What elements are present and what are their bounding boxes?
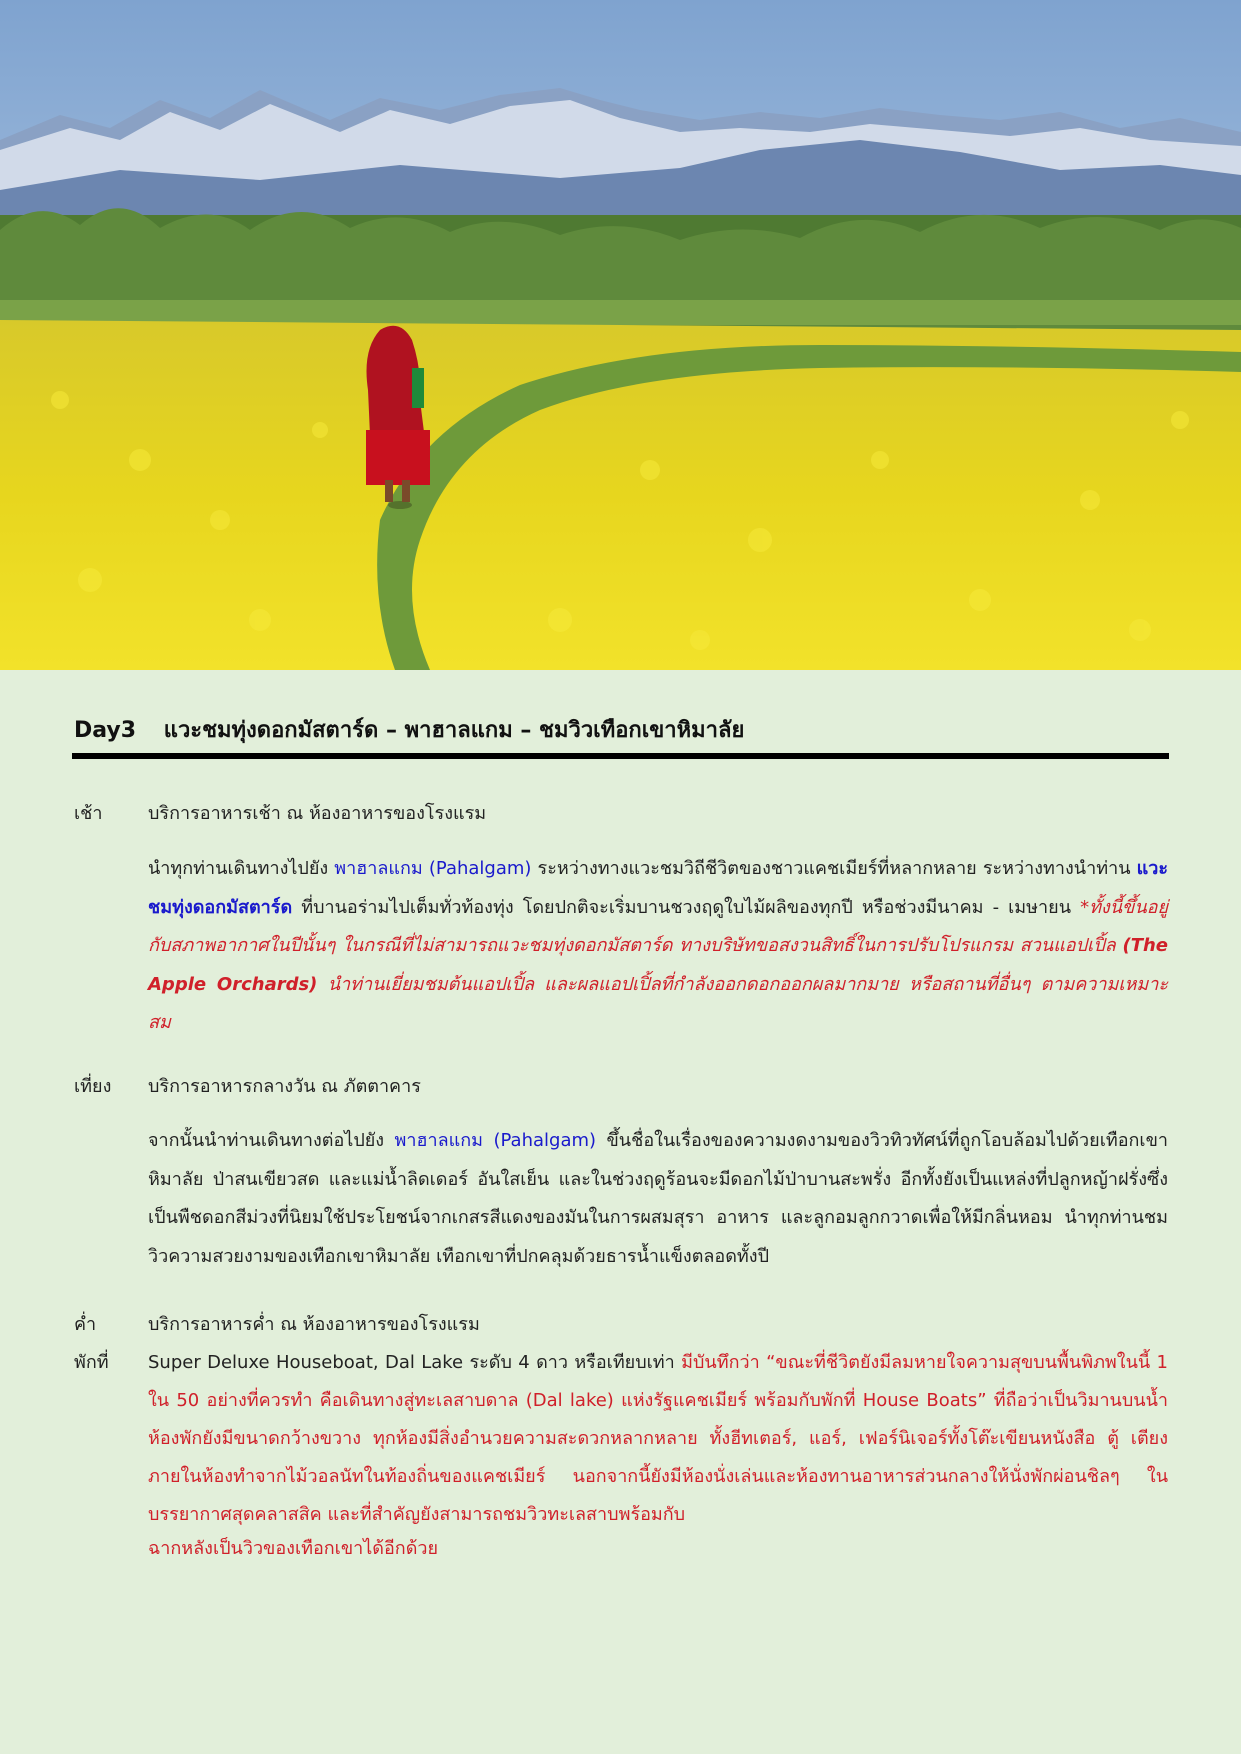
meal-text-morning: บริการอาหารเช้า ณ ห้องอาหารของโรงแรม xyxy=(148,803,487,824)
mustard-field-photo xyxy=(0,0,1241,670)
meal-label-dinner: ค่ำ xyxy=(74,1314,97,1335)
stay-note-last: ฉากหลังเป็นวิวของเทือกเขาได้อีกด้วย xyxy=(148,1538,439,1559)
stay-hotel: Super Deluxe Houseboat, Dal Lake ระดับ 4 ดาว หรือเทียบเท่า xyxy=(148,1352,682,1373)
stay-description xyxy=(148,1344,1168,1534)
para1-highlight-mustard: แวะชมทุ่งดอกมัสตาร์ด xyxy=(148,858,1168,918)
para2-text-b: ขึ้นชื่อในเรื่องของความงดงามของวิวทิวทัศน์ที่ถูกโอบล้อมไปด้วยเทือกเขาหิมาลัย ป่าสนเขียวสด และแม่น้ำลิดเดอร์ อันใสเย็น และในช่วงฤดูร้อนจะมีดอกไม้ป่าบานสะพรั่ง อีกทั้งยังเป็นแหล่งที่ปลูกหญ้าฝรั่งซึ่งเป็นพืชดอกสีม่วงที่นิยมใช้ประโยชน์จากเกสรสีแดงของมันในการผสมสุรา อาหาร และลูกอมลูกกวาดเพื่อให้มีกลิ่นหอม นำทุกท่านชมวิวความสวยงามของเทือกเขาหิมาลัย เทือกเขาที่ปกคลุมด้วยธารน้ำแข็งตลอดทั้งปี xyxy=(148,1130,1168,1267)
day-label: Day3 xyxy=(74,718,137,743)
paragraph-itinerary-2 xyxy=(148,1122,1168,1276)
para1-note-a: *ทั้งนี้ขึ้นอยู่กับสภาพอากาศในปีนั้นๆ ในกรณีที่ไม่สามารถแวะชมทุ่งดอกมัสตาร์ด ทางบริษัทขอสงวนสิทธิ์ในการปรับโปรแกรม สวนแอปเปิ้ล xyxy=(148,896,1168,956)
para1-note-b: นำท่านเยี่ยมชมต้นแอปเปิ้ล และผลแอปเปิ้ลที่กำลังออกดอกออกผลมากมาย หรือสถานที่อื่นๆ ตามความเหมาะสม xyxy=(148,973,1169,1033)
header-rule xyxy=(72,753,1169,759)
meal-text-dinner: บริการอาหารค่ำ ณ ห้องอาหารของโรงแรม xyxy=(148,1314,480,1335)
para2-link-pahalgam: พาฮาลแกม (Pahalgam) xyxy=(394,1130,597,1151)
day-header xyxy=(74,712,744,747)
hero-photo xyxy=(0,0,1241,670)
para1-text-c: ที่บานอร่ามไปเต็มทั่วท้องทุ่ง โดยปกติจะเริ่มบานชวงฤดูใบไม้ผลิของทุกปี หรือช่วงมีนาคม - เมษายน xyxy=(292,896,1081,918)
stay-note: มีบันทึกว่า “ขณะที่ชีวิตยังมีลมหายใจความสุขบนพื้นพิภพในนี้ 1 ใน 50 อย่างที่ควรทำ คือเดินทางสู่ทะเลสาบดาล (Dal lake) แห่งรัฐแคชเมียร์ พร้อมกับพักที่ House Boats” ที่ถือว่าเป็นวิมานบนน้ำ ห้องพักยังมีขนาดกว้างขวาง ทุกห้องมีสิ่งอำนวยความสะดวกหลากหลาย ทั้งฮีทเตอร์, แอร์, เฟอร์นิเจอร์ทั้งโต๊ะเขียนหนังสือ ตู้ เตียง ภายในห้องทำจากไม้วอลนัทในท้องถิ่นของแคชเมียร์ นอกจากนี้ยังมีห้องนั่งเล่นและห้องทานอาหารส่วนกลางให้นั่งพักผ่อนชิลๆ ในบรรยากาศสุดคลาสสิค และที่สำคัญยังสามารถชมวิวทะเลสาบพร้อมกับ xyxy=(148,1352,1169,1525)
meal-label-noon: เที่ยง xyxy=(74,1076,112,1097)
para1-text-a: นำทุกท่านเดินทางไปยัง xyxy=(148,858,335,879)
para1-text-b: ระหว่างทางแวะชมวิถีชีวิตของชาวแคชเมียร์ที่หลากหลาย ระหว่างทางนำท่าน xyxy=(531,858,1137,879)
para2-text-a: จากนั้นนำท่านเดินทางต่อไปยัง xyxy=(148,1130,395,1151)
day-title: แวะชมทุ่งดอกมัสตาร์ด – พาฮาลแกม – ชมวิวเทือกเขาหิมาลัย xyxy=(163,718,745,743)
para1-link-pahalgam: พาฮาลแกม (Pahalgam) xyxy=(334,858,532,879)
meal-text-noon: บริการอาหารกลางวัน ณ ภัตตาคาร xyxy=(148,1076,421,1097)
paragraph-itinerary-1 xyxy=(148,850,1168,1043)
meal-label-morning: เช้า xyxy=(74,803,103,824)
stay-label: พักที่ xyxy=(74,1352,109,1373)
para1-note-orchards: (The Apple Orchards) xyxy=(148,935,1168,995)
